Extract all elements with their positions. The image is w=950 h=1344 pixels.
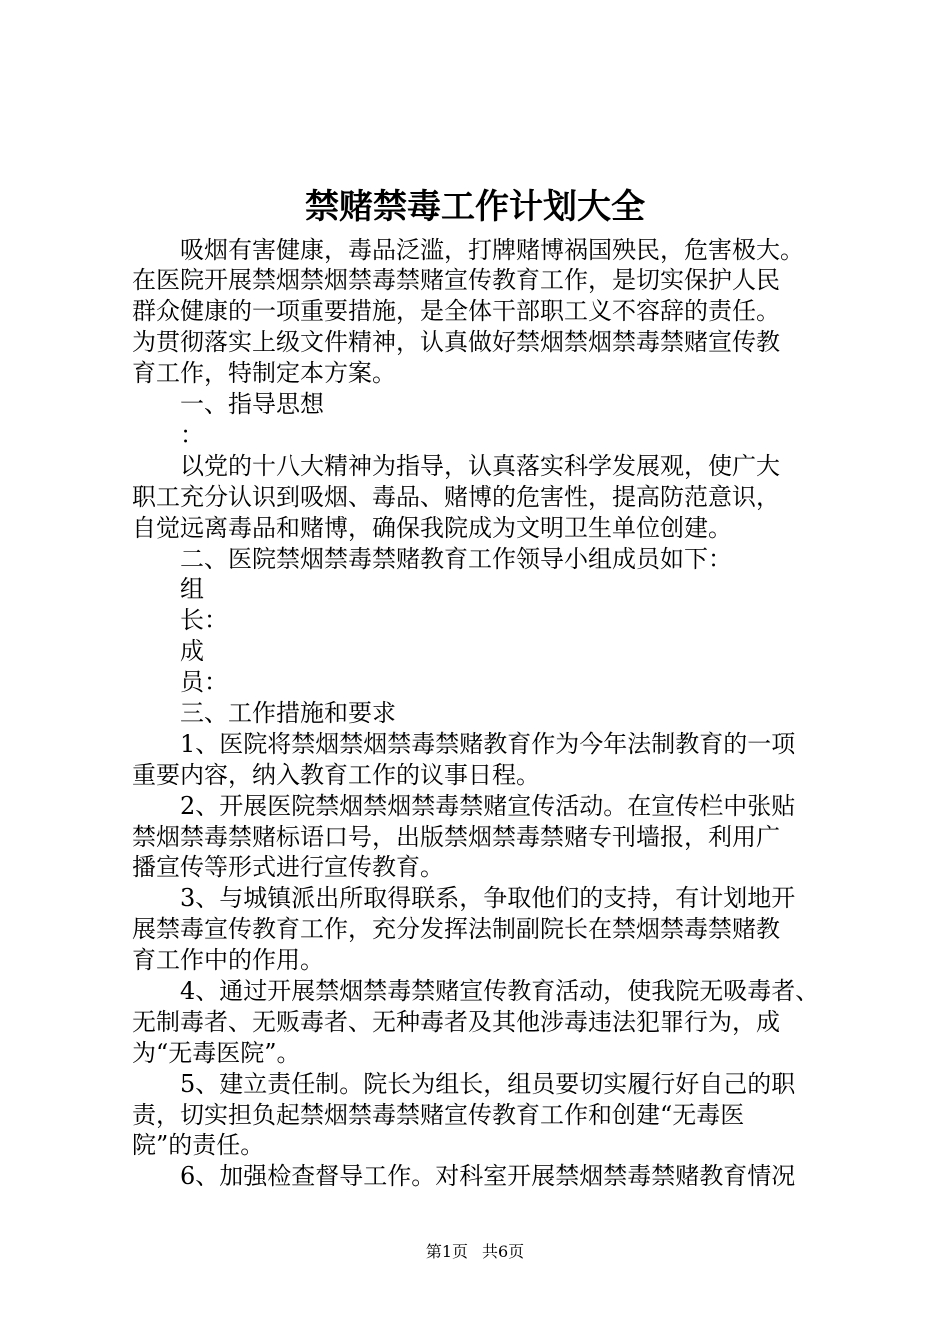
paragraph-line: 长：: [180, 606, 228, 634]
section-heading: 二、医院禁烟禁毒禁赌教育工作领导小组成员如下：: [180, 545, 732, 573]
section-heading: 三、工作措施和要求: [180, 699, 396, 727]
paragraph-line: 责，切实担负起禁烟禁毒禁赌宣传教育工作和创建“无毒医: [132, 1101, 745, 1129]
paragraph-line: 育工作，特制定本方案。: [132, 359, 396, 387]
paragraph-line: 重要内容，纳入教育工作的议事日程。: [132, 761, 540, 789]
paragraph-line: 育工作中的作用。: [132, 946, 324, 974]
paragraph-line: 吸烟有害健康，毒品泛滥，打牌赌博祸国殃民，危害极大。: [180, 236, 804, 264]
page-total: 共6页: [482, 1242, 525, 1261]
paragraph-line: 成: [180, 637, 204, 665]
document-title: 禁赌禁毒工作计划大全: [305, 187, 645, 227]
paragraph-line: 3、与城镇派出所取得联系，争取他们的支持，有计划地开: [180, 884, 796, 912]
paragraph-line: 禁烟禁毒禁赌标语口号，出版禁烟禁毒禁赌专刊墙报，利用广: [132, 823, 780, 851]
page-footer: [0, 1241, 950, 1263]
paragraph-line: 6、加强检查督导工作。对科室开展禁烟禁毒禁赌教育情况: [180, 1162, 796, 1190]
paragraph-line: 以党的十八大精神为指导，认真落实科学发展观，使广大: [180, 452, 780, 480]
paragraph-line: 院”的责任。: [132, 1131, 265, 1159]
paragraph-line: 为“无毒医院”。: [132, 1039, 301, 1067]
section-heading: 一、指导思想: [180, 390, 324, 418]
paragraph-line: 4、通过开展禁烟禁毒禁赌宣传教育活动，使我院无吸毒者、: [180, 977, 820, 1005]
paragraph-line: 在医院开展禁烟禁烟禁毒禁赌宣传教育工作，是切实保护人民: [132, 266, 780, 294]
paragraph-line: 群众健康的一项重要措施，是全体干部职工义不容辞的责任。: [132, 297, 780, 325]
page-number: 第1页: [425, 1242, 468, 1261]
paragraph-line: 2、开展医院禁烟禁烟禁毒禁赌宣传活动。在宣传栏中张贴: [180, 792, 796, 820]
paragraph-line: ：: [180, 421, 204, 449]
paragraph-line: 组: [180, 575, 204, 603]
paragraph-line: 播宣传等形式进行宣传教育。: [132, 853, 444, 881]
paragraph-line: 展禁毒宣传教育工作，充分发挥法制副院长在禁烟禁毒禁赌教: [132, 915, 780, 943]
paragraph-line: 自觉远离毒品和赌博，确保我院成为文明卫生单位创建。: [132, 514, 732, 542]
paragraph-line: 无制毒者、无贩毒者、无种毒者及其他涉毒违法犯罪行为，成: [132, 1008, 780, 1036]
paragraph-line: 职工充分认识到吸烟、毒品、赌博的危害性，提高防范意识，: [132, 483, 780, 511]
paragraph-line: 1、医院将禁烟禁烟禁毒禁赌教育作为今年法制教育的一项: [180, 730, 796, 758]
paragraph-line: 为贯彻落实上级文件精神，认真做好禁烟禁烟禁毒禁赌宣传教: [132, 328, 780, 356]
paragraph-line: 5、建立责任制。院长为组长，组员要切实履行好自己的职: [180, 1070, 796, 1098]
paragraph-line: 员：: [180, 668, 228, 696]
